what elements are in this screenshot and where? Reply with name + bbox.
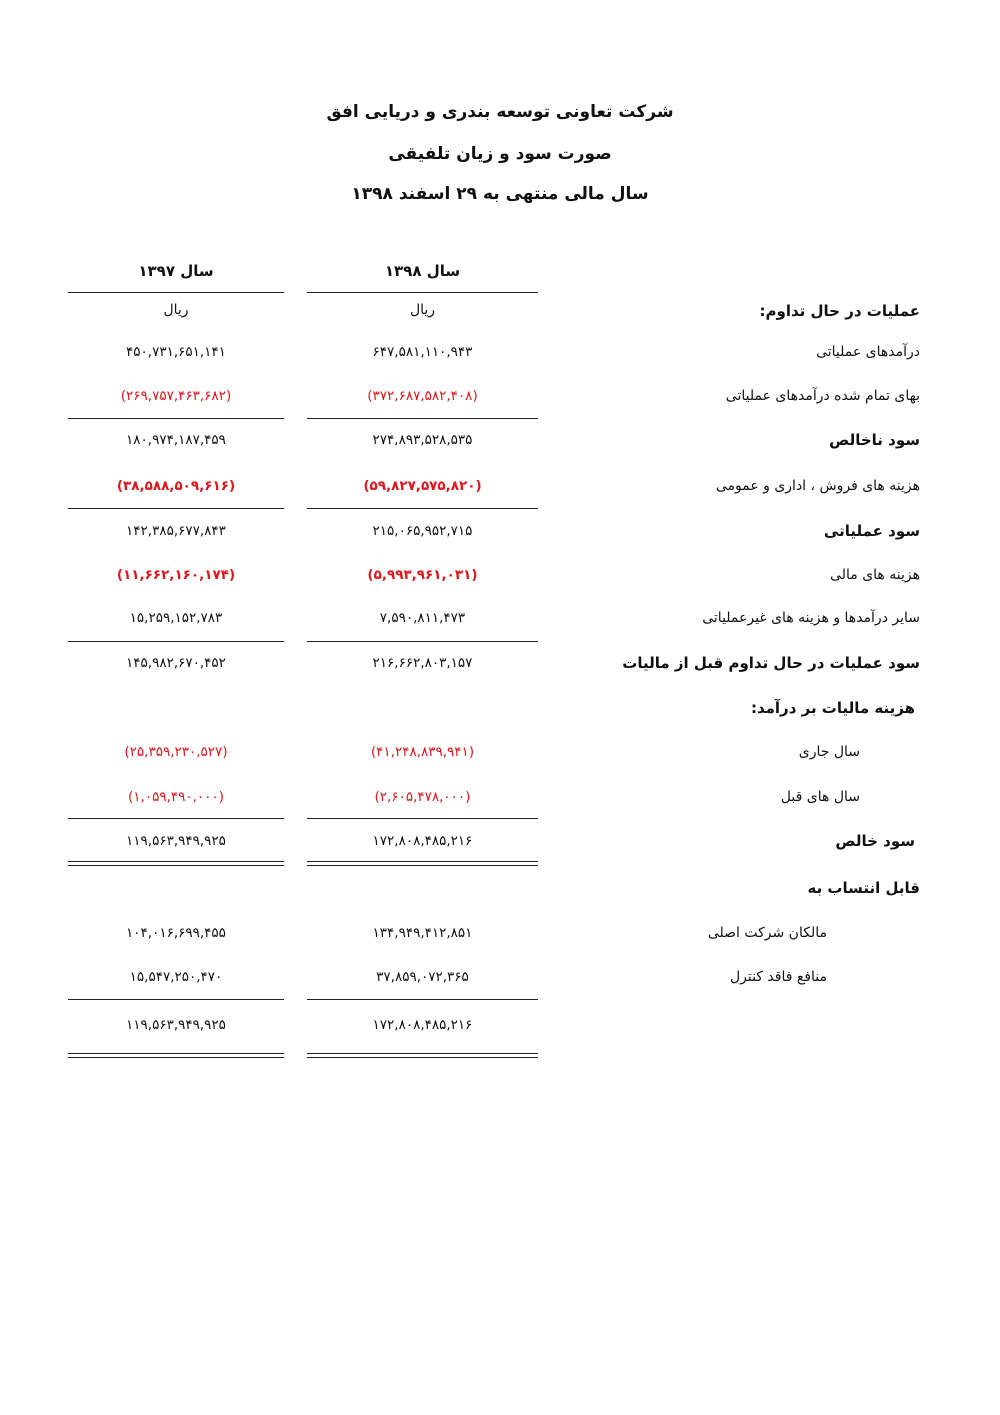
row-label: عملیات در حال تداوم: — [759, 302, 920, 320]
total-double-rule — [307, 1053, 538, 1058]
value-1397: ۱۴۲,۳۸۵,۶۷۷,۸۴۳ — [126, 523, 226, 539]
value-1398: ۶۴۷,۵۸۱,۱۱۰,۹۴۳ — [372, 344, 473, 360]
row-label: بهای تمام شده درآمدهای عملیاتی — [725, 388, 920, 404]
row-label: سود عملیاتی — [823, 522, 920, 540]
value-1397: (۱,۰۵۹,۴۹۰,۰۰۰) — [128, 789, 224, 805]
unit-label-1397: ریال — [163, 302, 189, 318]
value-1397: ۱۵,۵۴۷,۲۵۰,۴۷۰ — [129, 969, 223, 985]
table-row — [0, 428, 1000, 452]
row-label: سود خالص — [835, 832, 915, 850]
subtotal-rule — [68, 641, 284, 642]
value-1397: ۱۵,۲۵۹,۱۵۲,۷۸۳ — [129, 610, 223, 626]
subtotal-rule — [307, 818, 538, 819]
value-1398: ۳۷,۸۵۹,۰۷۲,۳۶۵ — [376, 969, 469, 985]
subtotal-rule — [307, 418, 538, 419]
table-row — [0, 921, 1000, 945]
value-1397: ۱۱۹,۵۶۳,۹۴۹,۹۲۵ — [126, 833, 226, 849]
subtotal-rule — [307, 999, 538, 1000]
row-label: سال جاری — [798, 744, 860, 760]
row-label: سال های قبل — [780, 789, 860, 805]
row-label: درآمدهای عملیاتی — [816, 344, 920, 360]
row-label: سود ناخالص — [829, 431, 920, 449]
value-1398: (۵,۹۹۳,۹۶۱,۰۳۱) — [367, 567, 478, 583]
total-double-rule — [68, 1053, 284, 1058]
row-label: قابل انتساب به — [807, 879, 920, 897]
row-label: هزینه های فروش ، اداری و عمومی — [715, 478, 920, 494]
row-label: منافع فاقد کنترل — [729, 969, 827, 985]
table-row — [0, 785, 1000, 809]
column-header-1398: سال ۱۳۹۸ — [384, 262, 461, 280]
value-1397: ۱۱۹,۵۶۳,۹۴۹,۹۲۵ — [126, 1017, 226, 1033]
value-1397: (۱۱,۶۶۲,۱۶۰,۱۷۴) — [116, 567, 236, 583]
subtotal-rule — [68, 818, 284, 819]
value-1398: (۵۹,۸۲۷,۵۷۵,۸۲۰) — [363, 478, 482, 494]
subtotal-rule — [307, 508, 538, 509]
table-row — [0, 299, 1000, 323]
statement-title: صورت سود و زیان تلفیقی — [388, 144, 612, 164]
period-title: سال مالی منتهی به ۲۹ اسفند ۱۳۹۸ — [351, 184, 649, 204]
table-row — [0, 384, 1000, 408]
value-1398: ۲۷۴,۸۹۳,۵۲۸,۵۳۵ — [372, 432, 473, 448]
table-row — [0, 740, 1000, 764]
header-rule — [68, 292, 284, 293]
value-1398: (۳۷۲,۶۸۷,۵۸۲,۴۰۸) — [367, 388, 478, 404]
table-row — [0, 340, 1000, 364]
table-row — [0, 965, 1000, 989]
total-double-rule — [307, 861, 538, 866]
value-1398: (۲,۶۰۵,۴۷۸,۰۰۰) — [374, 789, 471, 805]
subtotal-rule — [68, 999, 284, 1000]
company-name: شرکت تعاونی توسعه بندری و دریایی افق — [326, 102, 674, 122]
header-rule — [307, 292, 538, 293]
table-row — [0, 651, 1000, 675]
value-1398: ۱۷۲,۸۰۸,۴۸۵,۲۱۶ — [372, 1017, 473, 1033]
subtotal-rule — [307, 641, 538, 642]
table-row — [0, 606, 1000, 630]
value-1397: ۱۴۵,۹۸۲,۶۷۰,۴۵۲ — [126, 655, 226, 671]
table-row — [0, 829, 1000, 853]
row-label: مالکان شرکت اصلی — [707, 925, 827, 941]
value-1398: ۲۱۶,۶۶۲,۸۰۳,۱۵۷ — [372, 655, 473, 671]
subtotal-rule — [68, 508, 284, 509]
value-1398: ۱۷۲,۸۰۸,۴۸۵,۲۱۶ — [372, 833, 473, 849]
table-row — [0, 474, 1000, 498]
value-1397: (۲۶۹,۷۵۷,۴۶۳,۶۸۲) — [120, 388, 232, 404]
row-label: هزینه مالیات بر درآمد: — [750, 699, 915, 717]
table-row — [0, 519, 1000, 543]
table-row — [0, 1013, 1000, 1037]
value-1397: ۴۵۰,۷۳۱,۶۵۱,۱۴۱ — [126, 344, 226, 360]
table-row — [0, 563, 1000, 587]
value-1397: ۱۰۴,۰۱۶,۶۹۹,۴۵۵ — [126, 925, 226, 941]
column-header-1397: سال ۱۳۹۷ — [138, 262, 214, 280]
row-label: هزینه های مالی — [830, 567, 920, 583]
row-label: سود عملیات در حال تداوم قبل از مالیات — [622, 654, 920, 672]
row-label: سایر درآمدها و هزینه های غیرعملیاتی — [702, 610, 920, 626]
value-1398: ۲۱۵,۰۶۵,۹۵۲,۷۱۵ — [372, 523, 473, 539]
table-row — [0, 876, 1000, 900]
value-1397: ۱۸۰,۹۷۴,۱۸۷,۴۵۹ — [126, 432, 226, 448]
value-1398: (۴۱,۲۴۸,۸۳۹,۹۴۱) — [370, 744, 475, 760]
table-row — [0, 696, 1000, 720]
total-double-rule — [68, 861, 284, 866]
value-1398: ۷,۵۹۰,۸۱۱,۴۷۳ — [379, 610, 466, 626]
value-1398: ۱۳۴,۹۴۹,۴۱۲,۸۵۱ — [372, 925, 473, 941]
subtotal-rule — [68, 418, 284, 419]
value-1397: (۲۵,۳۵۹,۲۳۰,۵۲۷) — [124, 744, 228, 760]
unit-label-1398: ریال — [409, 302, 436, 318]
value-1397: (۳۸,۵۸۸,۵۰۹,۶۱۶) — [116, 478, 236, 494]
